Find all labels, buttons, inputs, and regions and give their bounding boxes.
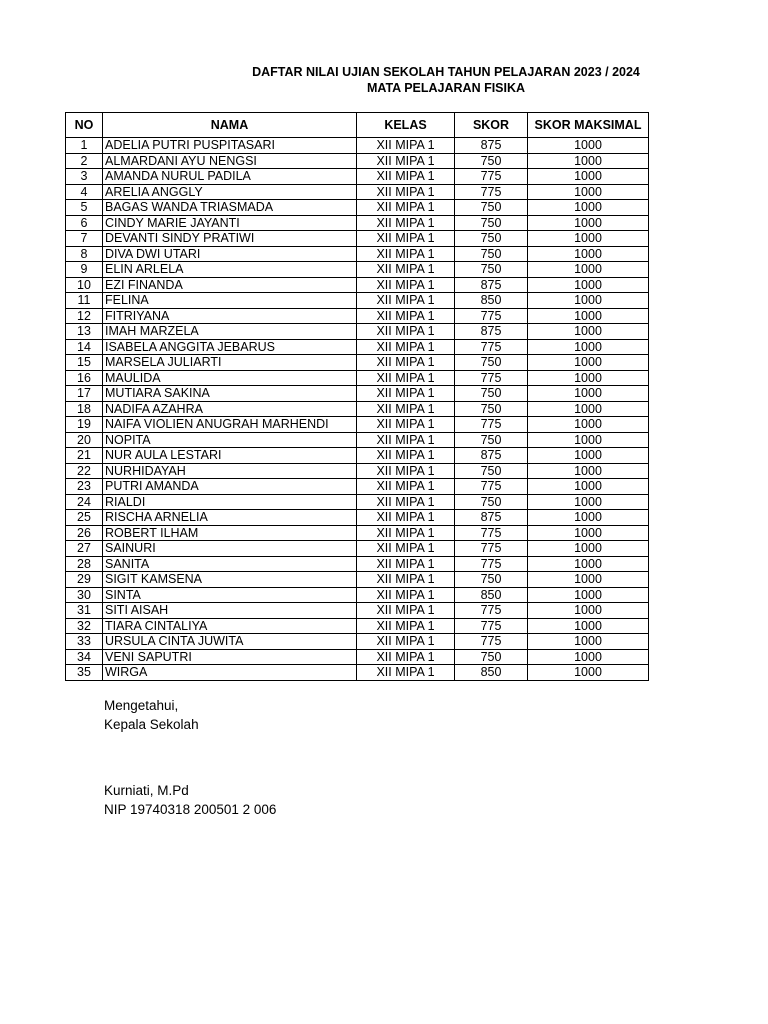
cell-nama: URSULA CINTA JUWITA — [103, 634, 357, 650]
cell-skor: 775 — [455, 556, 528, 572]
cell-nama: SITI AISAH — [103, 603, 357, 619]
cell-kelas: XII MIPA 1 — [357, 293, 455, 309]
cell-kelas: XII MIPA 1 — [357, 138, 455, 154]
table-row — [66, 324, 649, 340]
cell-kelas: XII MIPA 1 — [357, 603, 455, 619]
cell-nama: RIALDI — [103, 494, 357, 510]
header-skor-maksimal: SKOR MAKSIMAL — [528, 113, 649, 138]
cell-skor: 750 — [455, 572, 528, 588]
cell-skor-maksimal: 1000 — [528, 386, 649, 402]
cell-no: 21 — [66, 448, 103, 464]
cell-kelas: XII MIPA 1 — [357, 572, 455, 588]
cell-nama: DIVA DWI UTARI — [103, 246, 357, 262]
cell-kelas: XII MIPA 1 — [357, 649, 455, 665]
cell-kelas: XII MIPA 1 — [357, 339, 455, 355]
cell-no: 15 — [66, 355, 103, 371]
table-row — [66, 246, 649, 262]
cell-kelas: XII MIPA 1 — [357, 463, 455, 479]
cell-skor-maksimal: 1000 — [528, 432, 649, 448]
cell-skor: 775 — [455, 370, 528, 386]
cell-no: 13 — [66, 324, 103, 340]
cell-nama: SANITA — [103, 556, 357, 572]
cell-no: 22 — [66, 463, 103, 479]
cell-kelas: XII MIPA 1 — [357, 634, 455, 650]
cell-kelas: XII MIPA 1 — [357, 169, 455, 185]
header-nama: NAMA — [103, 113, 357, 138]
cell-skor-maksimal: 1000 — [528, 556, 649, 572]
table-row — [66, 572, 649, 588]
header-skor: SKOR — [455, 113, 528, 138]
cell-kelas: XII MIPA 1 — [357, 355, 455, 371]
cell-nama: NOPITA — [103, 432, 357, 448]
cell-kelas: XII MIPA 1 — [357, 556, 455, 572]
cell-no: 5 — [66, 200, 103, 216]
cell-nama: DEVANTI SINDY PRATIWI — [103, 231, 357, 247]
cell-skor-maksimal: 1000 — [528, 463, 649, 479]
cell-skor-maksimal: 1000 — [528, 448, 649, 464]
table-row — [66, 556, 649, 572]
cell-skor: 875 — [455, 324, 528, 340]
cell-skor: 750 — [455, 401, 528, 417]
cell-skor: 750 — [455, 494, 528, 510]
cell-no: 16 — [66, 370, 103, 386]
cell-skor: 750 — [455, 215, 528, 231]
cell-skor-maksimal: 1000 — [528, 541, 649, 557]
cell-kelas: XII MIPA 1 — [357, 587, 455, 603]
cell-skor: 750 — [455, 262, 528, 278]
table-row — [66, 649, 649, 665]
cell-skor-maksimal: 1000 — [528, 200, 649, 216]
cell-nama: FELINA — [103, 293, 357, 309]
cell-nama: TIARA CINTALIYA — [103, 618, 357, 634]
table-row — [66, 308, 649, 324]
table-row — [66, 463, 649, 479]
cell-kelas: XII MIPA 1 — [357, 448, 455, 464]
table-row — [66, 603, 649, 619]
cell-kelas: XII MIPA 1 — [357, 479, 455, 495]
cell-nama: FITRIYANA — [103, 308, 357, 324]
cell-nama: CINDY MARIE JAYANTI — [103, 215, 357, 231]
cell-skor: 875 — [455, 510, 528, 526]
table-row — [66, 277, 649, 293]
cell-no: 33 — [66, 634, 103, 650]
cell-nama: EZI FINANDA — [103, 277, 357, 293]
cell-skor: 875 — [455, 277, 528, 293]
header-no: NO — [66, 113, 103, 138]
cell-kelas: XII MIPA 1 — [357, 215, 455, 231]
table-row — [66, 618, 649, 634]
cell-kelas: XII MIPA 1 — [357, 231, 455, 247]
cell-no: 34 — [66, 649, 103, 665]
cell-skor: 750 — [455, 355, 528, 371]
cell-nama: PUTRI AMANDA — [103, 479, 357, 495]
cell-nama: NAIFA VIOLIEN ANUGRAH MARHENDI — [103, 417, 357, 433]
table-row — [66, 215, 649, 231]
cell-skor: 775 — [455, 169, 528, 185]
cell-kelas: XII MIPA 1 — [357, 324, 455, 340]
cell-kelas: XII MIPA 1 — [357, 308, 455, 324]
cell-no: 27 — [66, 541, 103, 557]
cell-no: 8 — [66, 246, 103, 262]
cell-skor-maksimal: 1000 — [528, 401, 649, 417]
table-row — [66, 355, 649, 371]
table-row — [66, 370, 649, 386]
cell-no: 28 — [66, 556, 103, 572]
cell-skor: 775 — [455, 525, 528, 541]
cell-nama: ARELIA ANGGLY — [103, 184, 357, 200]
cell-no: 4 — [66, 184, 103, 200]
cell-nama: ISABELA ANGGITA JEBARUS — [103, 339, 357, 355]
cell-nama: ROBERT ILHAM — [103, 525, 357, 541]
cell-no: 10 — [66, 277, 103, 293]
table-header-row — [66, 113, 649, 138]
cell-skor-maksimal: 1000 — [528, 231, 649, 247]
cell-skor-maksimal: 1000 — [528, 417, 649, 433]
cell-no: 12 — [66, 308, 103, 324]
cell-no: 1 — [66, 138, 103, 154]
cell-skor: 775 — [455, 479, 528, 495]
table-row — [66, 184, 649, 200]
cell-nama: MAULIDA — [103, 370, 357, 386]
cell-kelas: XII MIPA 1 — [357, 618, 455, 634]
cell-skor: 875 — [455, 448, 528, 464]
cell-skor-maksimal: 1000 — [528, 215, 649, 231]
table-row — [66, 448, 649, 464]
cell-skor: 750 — [455, 649, 528, 665]
cell-skor: 775 — [455, 339, 528, 355]
cell-skor-maksimal: 1000 — [528, 324, 649, 340]
cell-skor: 775 — [455, 634, 528, 650]
cell-nama: NADIFA AZAHRA — [103, 401, 357, 417]
acknowledged-label: Mengetahui, — [104, 698, 179, 713]
cell-nama: SIGIT KAMSENA — [103, 572, 357, 588]
cell-nama: MUTIARA SAKINA — [103, 386, 357, 402]
cell-no: 9 — [66, 262, 103, 278]
table-row — [66, 525, 649, 541]
cell-no: 3 — [66, 169, 103, 185]
table-row — [66, 138, 649, 154]
cell-skor: 775 — [455, 308, 528, 324]
cell-nama: MARSELA JULIARTI — [103, 355, 357, 371]
cell-no: 31 — [66, 603, 103, 619]
table-row — [66, 169, 649, 185]
cell-skor-maksimal: 1000 — [528, 246, 649, 262]
cell-skor-maksimal: 1000 — [528, 339, 649, 355]
cell-no: 11 — [66, 293, 103, 309]
cell-skor-maksimal: 1000 — [528, 153, 649, 169]
cell-skor-maksimal: 1000 — [528, 572, 649, 588]
cell-kelas: XII MIPA 1 — [357, 386, 455, 402]
cell-skor: 750 — [455, 463, 528, 479]
cell-no: 19 — [66, 417, 103, 433]
cell-skor: 775 — [455, 541, 528, 557]
table-row — [66, 494, 649, 510]
principal-role: Kepala Sekolah — [104, 717, 199, 732]
cell-nama: IMAH MARZELA — [103, 324, 357, 340]
cell-skor: 875 — [455, 138, 528, 154]
cell-skor: 775 — [455, 603, 528, 619]
cell-no: 32 — [66, 618, 103, 634]
table-row — [66, 665, 649, 681]
cell-kelas: XII MIPA 1 — [357, 417, 455, 433]
cell-skor-maksimal: 1000 — [528, 277, 649, 293]
cell-kelas: XII MIPA 1 — [357, 153, 455, 169]
cell-nama: SAINURI — [103, 541, 357, 557]
cell-skor: 775 — [455, 417, 528, 433]
cell-kelas: XII MIPA 1 — [357, 541, 455, 557]
cell-skor-maksimal: 1000 — [528, 525, 649, 541]
cell-kelas: XII MIPA 1 — [357, 665, 455, 681]
cell-skor: 750 — [455, 153, 528, 169]
cell-kelas: XII MIPA 1 — [357, 200, 455, 216]
principal-name: Kurniati, M.Pd — [104, 783, 189, 798]
grades-table — [65, 112, 649, 681]
cell-no: 7 — [66, 231, 103, 247]
cell-skor-maksimal: 1000 — [528, 603, 649, 619]
table-body — [66, 138, 649, 681]
cell-no: 35 — [66, 665, 103, 681]
cell-no: 20 — [66, 432, 103, 448]
table-row — [66, 262, 649, 278]
table-row — [66, 541, 649, 557]
cell-nama: RISCHA ARNELIA — [103, 510, 357, 526]
header-kelas: KELAS — [357, 113, 455, 138]
cell-nama: WIRGA — [103, 665, 357, 681]
cell-skor: 750 — [455, 386, 528, 402]
cell-skor: 775 — [455, 184, 528, 200]
cell-skor-maksimal: 1000 — [528, 262, 649, 278]
cell-no: 6 — [66, 215, 103, 231]
cell-kelas: XII MIPA 1 — [357, 494, 455, 510]
cell-skor-maksimal: 1000 — [528, 634, 649, 650]
cell-skor-maksimal: 1000 — [528, 510, 649, 526]
cell-nama: BAGAS WANDA TRIASMADA — [103, 200, 357, 216]
cell-skor: 750 — [455, 432, 528, 448]
table-row — [66, 510, 649, 526]
cell-nama: ADELIA PUTRI PUSPITASARI — [103, 138, 357, 154]
cell-skor-maksimal: 1000 — [528, 169, 649, 185]
title-line-1: DAFTAR NILAI UJIAN SEKOLAH TAHUN PELAJARAN 2023 / 2024 — [252, 65, 640, 79]
table-row — [66, 339, 649, 355]
cell-kelas: XII MIPA 1 — [357, 510, 455, 526]
cell-nama: SINTA — [103, 587, 357, 603]
cell-nama: ALMARDANI AYU NENGSI — [103, 153, 357, 169]
cell-nama: ELIN ARLELA — [103, 262, 357, 278]
cell-skor: 750 — [455, 200, 528, 216]
principal-nip: NIP 19740318 200501 2 006 — [104, 802, 277, 817]
cell-no: 25 — [66, 510, 103, 526]
table-row — [66, 386, 649, 402]
table-row — [66, 401, 649, 417]
cell-skor-maksimal: 1000 — [528, 649, 649, 665]
cell-no: 29 — [66, 572, 103, 588]
acknowledgement-block — [104, 696, 199, 734]
cell-no: 14 — [66, 339, 103, 355]
cell-kelas: XII MIPA 1 — [357, 370, 455, 386]
cell-no: 17 — [66, 386, 103, 402]
cell-skor-maksimal: 1000 — [528, 293, 649, 309]
table-row — [66, 417, 649, 433]
cell-kelas: XII MIPA 1 — [357, 262, 455, 278]
table-row — [66, 200, 649, 216]
cell-skor-maksimal: 1000 — [528, 184, 649, 200]
cell-skor: 850 — [455, 293, 528, 309]
table-row — [66, 231, 649, 247]
cell-no: 23 — [66, 479, 103, 495]
table-row — [66, 153, 649, 169]
cell-kelas: XII MIPA 1 — [357, 401, 455, 417]
cell-skor-maksimal: 1000 — [528, 355, 649, 371]
signatory-block — [104, 781, 276, 819]
cell-skor: 850 — [455, 587, 528, 603]
cell-no: 18 — [66, 401, 103, 417]
cell-kelas: XII MIPA 1 — [357, 184, 455, 200]
table-row — [66, 293, 649, 309]
cell-skor-maksimal: 1000 — [528, 665, 649, 681]
cell-no: 24 — [66, 494, 103, 510]
cell-nama: NUR AULA LESTARI — [103, 448, 357, 464]
cell-no: 26 — [66, 525, 103, 541]
cell-skor-maksimal: 1000 — [528, 138, 649, 154]
cell-skor-maksimal: 1000 — [528, 494, 649, 510]
table-row — [66, 432, 649, 448]
cell-skor: 775 — [455, 618, 528, 634]
table-row — [66, 634, 649, 650]
cell-skor: 750 — [455, 231, 528, 247]
cell-kelas: XII MIPA 1 — [357, 432, 455, 448]
cell-no: 30 — [66, 587, 103, 603]
cell-skor: 750 — [455, 246, 528, 262]
cell-skor-maksimal: 1000 — [528, 587, 649, 603]
cell-skor-maksimal: 1000 — [528, 370, 649, 386]
cell-nama: VENI SAPUTRI — [103, 649, 357, 665]
title-line-2: MATA PELAJARAN FISIKA — [366, 81, 526, 95]
cell-skor-maksimal: 1000 — [528, 308, 649, 324]
cell-kelas: XII MIPA 1 — [357, 277, 455, 293]
cell-skor: 850 — [455, 665, 528, 681]
document-title — [0, 64, 768, 96]
cell-skor-maksimal: 1000 — [528, 618, 649, 634]
cell-nama: AMANDA NURUL PADILA — [103, 169, 357, 185]
cell-kelas: XII MIPA 1 — [357, 525, 455, 541]
cell-skor-maksimal: 1000 — [528, 479, 649, 495]
table-row — [66, 587, 649, 603]
cell-no: 2 — [66, 153, 103, 169]
table-row — [66, 479, 649, 495]
cell-kelas: XII MIPA 1 — [357, 246, 455, 262]
cell-nama: NURHIDAYAH — [103, 463, 357, 479]
